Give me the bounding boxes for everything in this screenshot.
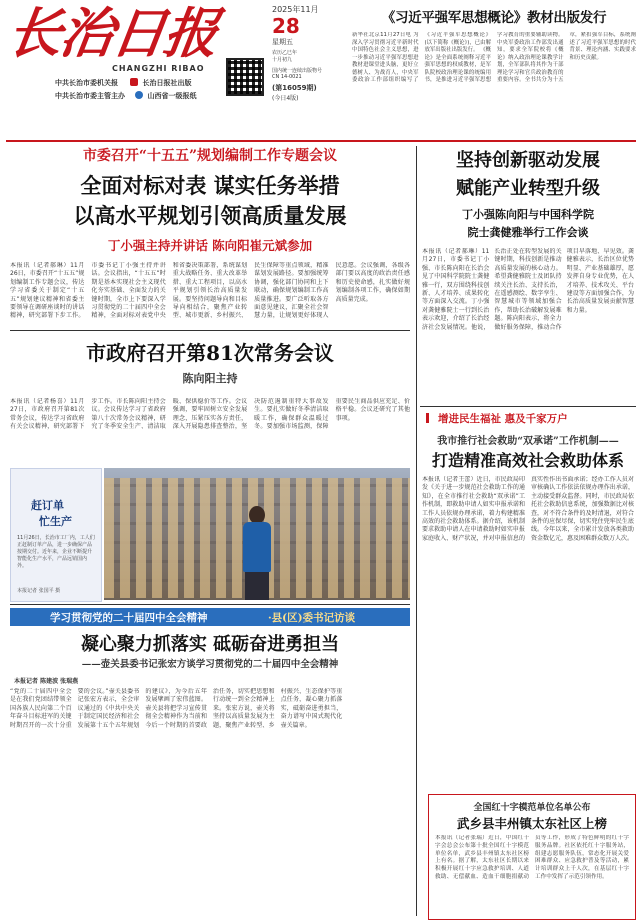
- photo-caption-box: [10, 468, 102, 602]
- lunar-1: 农历乙巳年: [272, 50, 298, 56]
- planning-kicker: 市委召开“十五五”规划编制工作专题会议: [82, 148, 338, 164]
- column-divider: [416, 146, 417, 916]
- divider-1: [10, 330, 410, 331]
- study-sub: ——壶关县委书记张宏方谈学习贯彻党的二十届四中全会精神: [81, 659, 339, 670]
- planning-body: 本报讯（记者郝琳）11月26日，市委召开“十五五”规划编制工作专题会议，传达学习省委关于制定“十五五”规划建议精神和省委主要领导在调研座谈时的讲话精神，研究部署下步工作。市委书记丁小强主持并讲话。会议指出，“十五五”时期是基本实现社会主义现代化夯实基础、全面发力的关键时期，全市上下要深入学习贯彻党的二十届四中全会精神，全面对标对表党中央和省委决策部署，系统谋划重大战略任务、重大改革举措、重大工程项目，以高水平规划引领长治高质量发展。要坚持问题导向和目标导向相结合，聚焦产业转型、城市更新、乡村振兴、民生保障等重点领域，精准谋划发展路径。要加强统筹协调，强化部门协同和上下联动，确保规划编制工作高质量推进。要广泛听取各方面意见建议，汇聚全社会智慧力量，让规划更好体现人民意愿。会议强调，各级各部门要以高度的政治责任感和历史使命感，扎实做好规划编制各项工作，确保如期高质量完成。: [10, 262, 410, 320]
- org3: 中共长治市委主管主办: [55, 92, 125, 100]
- tv-icon: [130, 78, 138, 86]
- masthead-rule: [6, 140, 636, 142]
- worker-figure: [239, 506, 275, 600]
- innovation-sub-1: 丁小强陈向阳与中国科学院: [462, 208, 594, 221]
- innovation-body: 本报讯（记者郝琳）11月27日，市委书记丁小强、市长陈向阳在长治会见了中国科学院院士龚健雅一行，双方围绕科技创新、人才培养、成果转化等方面深入交流。丁小强对龚健雅院士一行到长治表示欢迎，介绍了长治经济社会发展情况。他说，长治正处在转型发展的关键时期，科技创新是推动高质量发展的核心动力。希望龚健雅院士及团队持续关注长治、支持长治，在遥感测绘、数字孪生、智慧城市等领域加强合作，帮助长治破解发展难题。陈向阳表示，将全力做好服务保障，推动合作项目早落地、早见效。龚健雅表示，长治区位优势明显、产业基础雄厚，愿发挥自身专业优势，在人才培养、技术攻关、平台建设等方面加强合作，为长治高质量发展贡献智慧和力量。: [422, 248, 634, 331]
- photo-title-2: 忙生产: [39, 515, 72, 528]
- masthead-logo: [3, 1, 240, 72]
- book-brief-body: 新华社北京11月27日电 为深入学习贯彻习近平新时代中国特色社会主义思想，进一步推动习近平强军思想进教材进课堂进头脑，更好立德树人、为战育人，中央军委政治工作部组织编写了《习近平强军思想概论》(以下简称《概论》)，已由解放军出版社出版发行。 《概论》是全面系统阐释习近平强军思想的权威教材，是军队院校政治理论课的统编用书，是推进习近平强军思想学习教育的重要辅助读物。中央军委政治工作部发出通知，要求全军院校将《概论》纳入政治理论课教学计划，全军部队将其作为干部理论学习和官兵政治教育的重要内容。全书共分为十五章，紧扣强军目标，系统阐述了习近平强军思想的时代背景、理论内涵、实践要求和历史贡献。: [352, 32, 636, 83]
- photo-title-1: 赶订单: [31, 499, 64, 512]
- qr-code-icon: [226, 58, 264, 96]
- honor-kicker: 全国红十字模范单位名单公布: [473, 803, 591, 813]
- planning-headline-2: 以高水平规划引领高质量发展: [73, 203, 347, 228]
- study-body: “党的二十届四中全会是在我们党团结带领全国各族人民向第二个百年奋斗目标进军的关键时期召开的一次十分重要的会议。”壶关县委书记张宏方表示，全会审议通过的《中共中央关于制定国民经济和社会发展第十五个五年规划的建议》，为今后五年发展擘画了宏伟蓝图。壶关县将把学习宣传贯彻全会精神作为当前和今后一个时期的首要政治任务，切实把思想和行动统一到全会精神上来。张宏方说，壶关将坚持以高质量发展为主题，聚焦产业转型、乡村振兴、生态保护等重点任务，凝心聚力抓落实，砥砺奋进勇担当，奋力谱写中国式现代化壶关篇章。: [10, 688, 343, 729]
- planning-headline-1: 全面对标对表 谋实任务举措: [80, 173, 340, 198]
- council-body: 本报讯（记者杨喜）11月27日，市政府召开第81次常务会议，传达学习省政府有关会议精神，研究部署下步工作。市长陈向阳主持会议。会议传达学习了省政府第八十次常务会议精神，研究了冬季安全生产、清洁取暖、保供稳价等工作。会议强调，要牢固树立安全发展理念，压紧压实各方责任，深入开展隐患排查整治，坚决防范遏制重特大事故发生。要扎实做好冬季清洁取暖工作，确保群众温暖过冬。要加强市场监测，保障重要民生商品供应充足、价格平稳。会议还研究了其他事项。: [10, 398, 410, 431]
- innovation-sub-2: 院士龚健雅举行工作会谈: [467, 226, 589, 239]
- lunar-2: 十月初九: [272, 57, 293, 63]
- book-headline: 《习近平强军思想概论》教材出版发行: [381, 10, 607, 26]
- social-headline-2: 打造精准高效社会救助体系: [431, 451, 624, 470]
- social-body: 本报讯（记者王蕾）近日，市民政局印发《关于进一步规范社会救助工作的通知》，在全市推行社会救助“双承诺”工作机制，即救助申请人如实申报承诺和工作人员依规办理承诺，着力构建精准高效的社会救助体系。据介绍，该机制要求救助申请人在申请救助时如实申报家庭收入、财产状况，并对申报信息的真实性作出书面承诺；经办工作人员对审核确认工作依法依规办理作出承诺，主动接受群众监督。同时，市民政局依托社会救助信息系统，加强数据比对核查，对不符合条件的及时清退，对符合条件的应保尽保，切实兜住兜牢民生底线。今年以来，全市累计发放各类救助资金数亿元，惠及困难群众数万人次。: [422, 476, 634, 542]
- council-headline: 市政府召开第81次常务会议: [86, 341, 334, 365]
- page-count: (今日4版): [272, 95, 299, 102]
- innovation-headline-1: 坚持创新驱动发展: [456, 150, 600, 171]
- date-year-month: 2025年11月: [272, 5, 319, 14]
- study-banner-tag: ·县(区)委书记访谈: [268, 612, 356, 624]
- org2: 长治日报社出版: [142, 79, 192, 87]
- org1: 中共长治市委机关报: [55, 79, 118, 87]
- council-sub: 陈向阳主持: [182, 372, 238, 385]
- logo-pinyin: CHANGZHI RIBAO: [112, 64, 205, 73]
- social-kicker: [420, 410, 636, 426]
- kicker-marker-icon: [426, 413, 429, 423]
- factory-photo: [104, 468, 410, 600]
- social-kicker-text: 增进民生福祉 惠及千家万户: [438, 413, 568, 425]
- divider-3: [420, 406, 636, 407]
- photo-caption: 11月26日，长治市工厂内，工人们正赶制订单产品，进一步确保产品按期交付。近年来，企业不断提升智能化生产水平，产品远销国内外。: [17, 535, 95, 569]
- cn-1: 国内统一连续出版物号: [272, 68, 323, 74]
- org4: 山西省一级报纸: [147, 92, 197, 100]
- weekday: 星期五: [272, 38, 293, 46]
- org-line-1: [55, 78, 191, 88]
- social-headline-1: 我市推行社会救助“双承诺”工作机制——: [437, 436, 619, 447]
- logo-text: 长治日报: [3, 1, 221, 65]
- issue-number: (第16059期): [272, 84, 317, 92]
- honor-headline: 武乡县丰州镇太东社区上榜: [456, 816, 607, 831]
- study-byline: 本报记者 陈建波 张瑞燕: [14, 678, 79, 685]
- honor-body: 本报讯（记者张瑞）近日，中国红十字会总会公布第十批全国红十字模范单位名单，武乡县丰州镇太东社区榜上有名。据了解，太东社区长期以来积极开展红十字应急救护培训、人道救助、无偿献血、造血干细胞捐献动员等工作，形成了特色鲜明的红十字服务品牌。社区依托红十字服务站，组建志愿服务队伍，常态化开展关爱困难群众、应急救护普及等活动，累计培训群众上千人次，在基层红十字工作中发挥了示范引领作用。: [435, 835, 629, 880]
- divider-2: [10, 604, 410, 605]
- org-line-2: [55, 91, 196, 101]
- badge-icon: [135, 91, 143, 99]
- photo-credit: 本报记者 张国平 摄: [17, 588, 61, 594]
- honor-box: [428, 794, 636, 920]
- cn-2: CN 14-0021: [272, 74, 302, 80]
- planning-byline: 丁小强主持并讲话 陈向阳崔元斌参加: [107, 238, 313, 253]
- study-banner-text: 学习贯彻党的二十届四中全会精神: [50, 612, 208, 624]
- study-banner: [10, 608, 410, 626]
- study-headline: 凝心聚力抓落实 砥砺奋进勇担当: [80, 634, 340, 655]
- innovation-headline-2: 赋能产业转型升级: [456, 178, 600, 199]
- date-day: 28: [272, 14, 300, 38]
- date-block: [272, 4, 346, 104]
